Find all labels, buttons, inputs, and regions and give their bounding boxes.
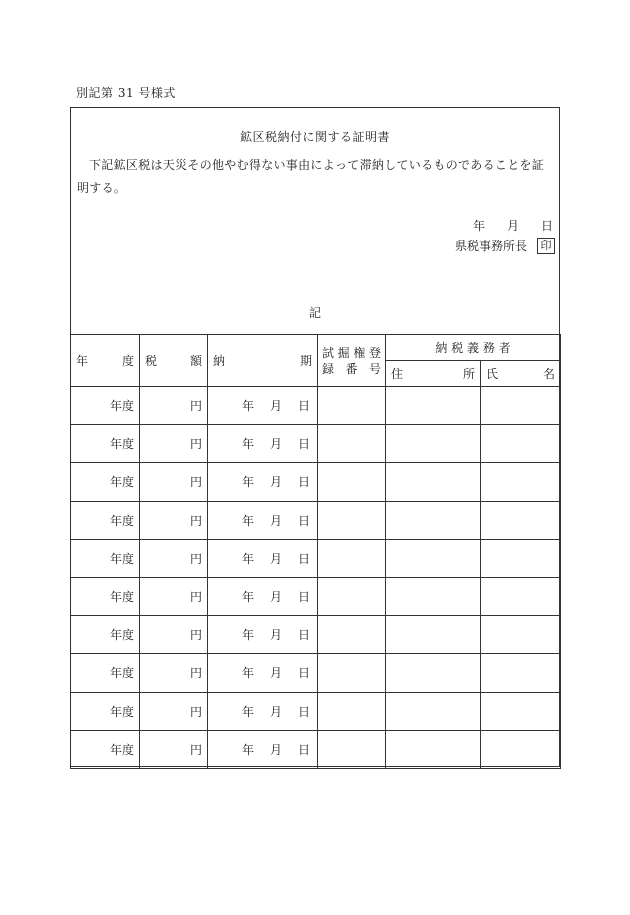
header-name: 氏 名 <box>481 361 561 387</box>
address-cell <box>386 654 481 692</box>
name-cell <box>481 501 561 539</box>
fiscal-year-cell: 年度 <box>71 463 140 501</box>
name-cell <box>481 463 561 501</box>
fiscal-year-cell: 年度 <box>71 425 140 463</box>
name-cell <box>481 692 561 730</box>
amount-cell: 円 <box>140 692 208 730</box>
due-date-cell: 年 月 日 <box>208 577 318 615</box>
date-month: 月 <box>506 219 519 233</box>
table-row <box>71 425 561 463</box>
fiscal-year-cell: 年度 <box>71 730 140 768</box>
registration-cell <box>318 463 386 501</box>
amount-cell: 円 <box>140 501 208 539</box>
certificate-frame <box>70 107 560 767</box>
fiscal-year-cell: 年度 <box>71 577 140 615</box>
address-cell <box>386 539 481 577</box>
registration-cell <box>318 616 386 654</box>
name-cell <box>481 616 561 654</box>
amount-cell: 円 <box>140 463 208 501</box>
due-date-cell: 年 月 日 <box>208 692 318 730</box>
fiscal-year-cell: 年度 <box>71 501 140 539</box>
fiscal-year-cell: 年度 <box>71 692 140 730</box>
address-cell <box>386 501 481 539</box>
header-address: 住 所 <box>386 361 481 387</box>
date-year: 年 <box>472 219 485 233</box>
address-cell <box>386 616 481 654</box>
amount-cell: 円 <box>140 654 208 692</box>
registration-cell <box>318 730 386 768</box>
fiscal-year-cell: 年度 <box>71 387 140 425</box>
address-cell <box>386 730 481 768</box>
due-date-cell: 年 月 日 <box>208 425 318 463</box>
table-row <box>71 654 561 692</box>
form-number-label: 別記第 31 号様式 <box>76 86 176 100</box>
due-date-cell: 年 月 日 <box>208 387 318 425</box>
name-cell <box>481 387 561 425</box>
fiscal-year-cell: 年度 <box>71 539 140 577</box>
fiscal-year-cell: 年度 <box>71 654 140 692</box>
document-title: 鉱区税納付に関する証明書 <box>239 130 390 144</box>
table-row <box>71 501 561 539</box>
registration-cell <box>318 654 386 692</box>
address-cell <box>386 577 481 615</box>
registration-cell <box>318 501 386 539</box>
signer <box>455 237 555 254</box>
address-cell <box>386 387 481 425</box>
due-date-cell: 年 月 日 <box>208 539 318 577</box>
registration-cell <box>318 425 386 463</box>
name-cell <box>481 730 561 768</box>
address-cell <box>386 692 481 730</box>
seal-mark: 印 <box>537 238 555 254</box>
registration-cell <box>318 539 386 577</box>
amount-cell: 円 <box>140 730 208 768</box>
amount-cell: 円 <box>140 577 208 615</box>
amount-cell: 円 <box>140 425 208 463</box>
header-taxpayer: 納 税 義 務 者 <box>386 335 561 361</box>
registration-cell <box>318 692 386 730</box>
due-date-cell: 年 月 日 <box>208 463 318 501</box>
due-date-cell: 年 月 日 <box>208 730 318 768</box>
ki-heading: 記 <box>308 306 321 320</box>
table-row <box>71 463 561 501</box>
amount-cell: 円 <box>140 539 208 577</box>
table-row <box>71 692 561 730</box>
table-row <box>71 387 561 425</box>
header-registration-number: 試 掘 権 登 録 番 号 <box>318 335 386 387</box>
due-date-cell: 年 月 日 <box>208 501 318 539</box>
table-row <box>71 616 561 654</box>
table-row <box>71 730 561 768</box>
registration-cell <box>318 387 386 425</box>
due-date-cell: 年 月 日 <box>208 654 318 692</box>
issue-date <box>473 217 553 234</box>
table-row <box>71 577 561 615</box>
header-zeigaku: 税 額 <box>140 335 208 387</box>
name-cell <box>481 425 561 463</box>
certificate-body-text: 下記鉱区税は天災その他やむ得ない事由によって滞納しているものであることを証明する。 <box>77 158 545 195</box>
date-day: 日 <box>540 219 553 233</box>
header-nendo: 年 度 <box>71 335 140 387</box>
amount-cell: 円 <box>140 616 208 654</box>
fiscal-year-cell: 年度 <box>71 616 140 654</box>
address-cell <box>386 463 481 501</box>
signer-title: 県税事務所長 <box>454 239 527 253</box>
header-nouki: 納 期 <box>208 335 318 387</box>
name-cell <box>481 654 561 692</box>
name-cell <box>481 539 561 577</box>
arrears-table <box>70 334 561 769</box>
address-cell <box>386 425 481 463</box>
registration-cell <box>318 577 386 615</box>
name-cell <box>481 577 561 615</box>
amount-cell: 円 <box>140 387 208 425</box>
table-row <box>71 539 561 577</box>
due-date-cell: 年 月 日 <box>208 616 318 654</box>
